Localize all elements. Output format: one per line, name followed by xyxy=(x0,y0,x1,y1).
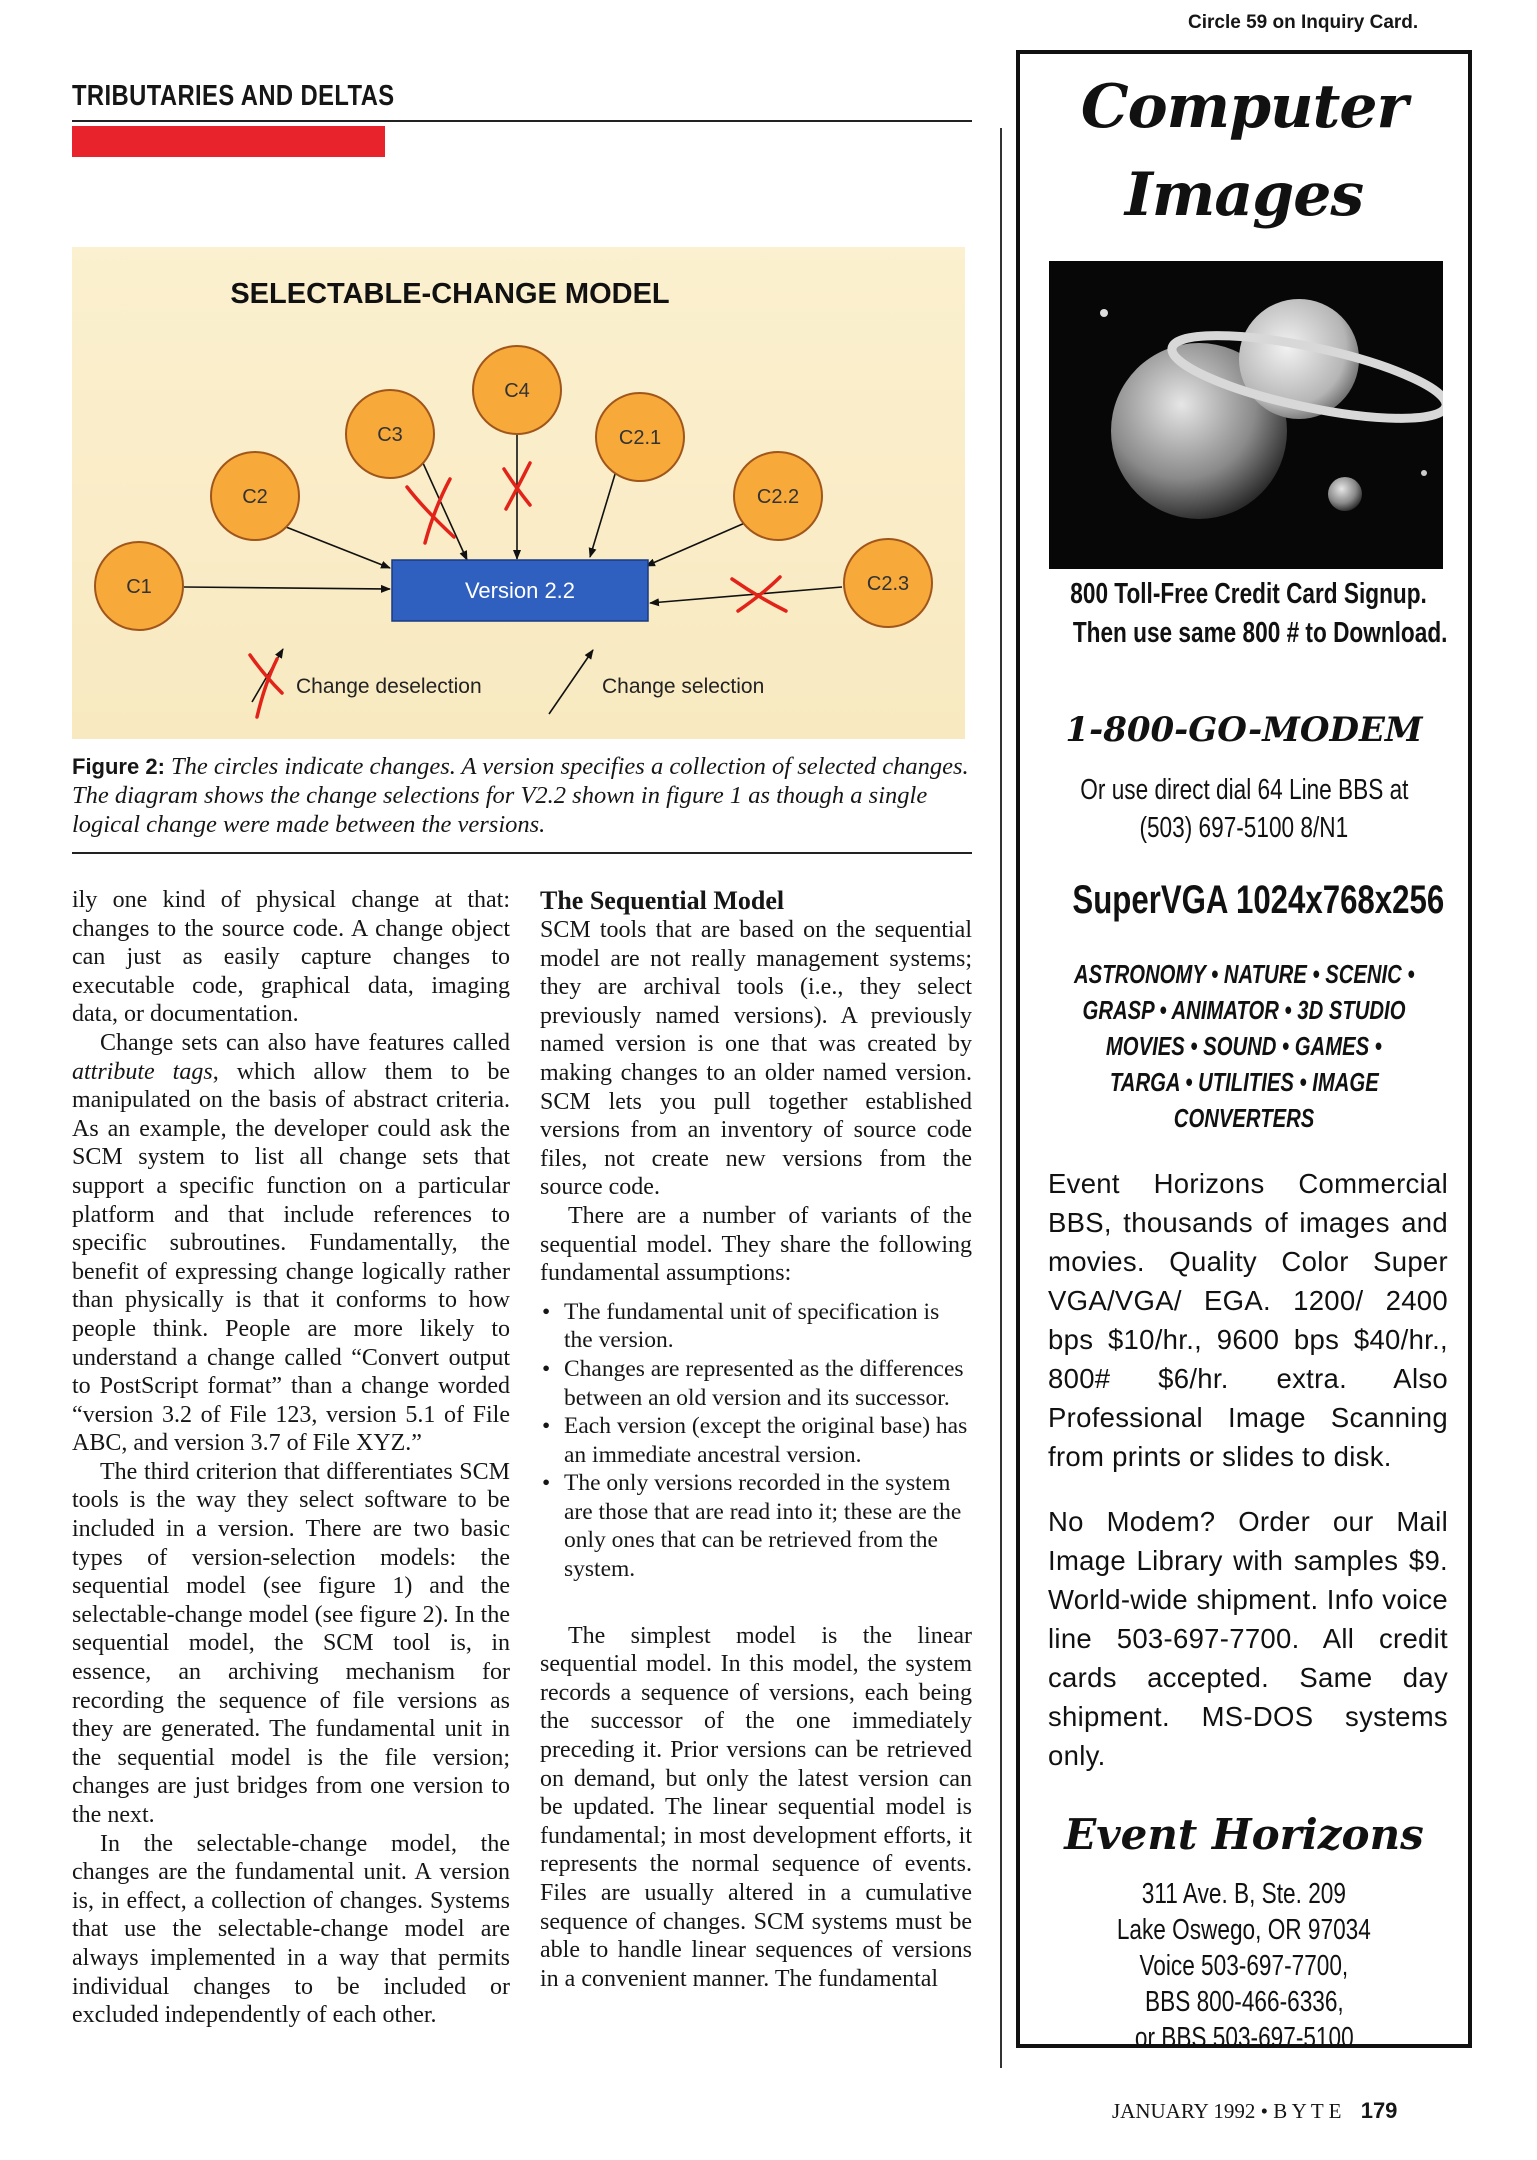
legend-selection-label: Change selection xyxy=(602,675,765,698)
ad-title-line-2: Images xyxy=(1124,160,1364,230)
footer-page-number: 179 xyxy=(1360,2098,1398,2123)
ad-direct-dial-1 xyxy=(1020,774,1468,807)
star-1 xyxy=(1100,309,1108,317)
node-label-c22: C2.2 xyxy=(756,486,800,508)
col2-paragraph-2: There are a number of variants of the sequential model. They share the following fundamental assumptions: xyxy=(540,1202,972,1287)
footer-date: JANUARY 1992 xyxy=(1112,2099,1256,2123)
header-rule xyxy=(72,120,972,122)
address-text-1: 311 Ave. B, Ste. 209 xyxy=(1141,1878,1347,1910)
signup-text-2: Then use same 800 # to Download. xyxy=(1072,617,1448,649)
figure-diagram xyxy=(72,247,965,739)
deselect-mark-c23 xyxy=(732,577,786,611)
ad-address-1 xyxy=(1020,1878,1468,1911)
category-text-3: MOVIES • SOUND • GAMES • xyxy=(1106,1031,1382,1061)
col2-paragraph-3: The simplest model is the linear sequential model. In this model, the system records a sequence of versions, each being the successor of the one immediately preceding it. Prior versions can be retrieved on demand, but only the latest version can be updated. The linear sequential model is fundamental; in most development efforts, it represents the normal sequence of events. Files are usually altered in a cumulative sequence of changes. SCM systems must be able to handle linear sequences of versions in a convenient manner. The fundamental xyxy=(540,1622,972,1992)
ad-signup-line-2 xyxy=(1020,617,1468,650)
col2-paragraph-1: SCM tools that are based on the sequential model are not really management systems; they are archival tools (i.e., they select previously named versions). A previously named version is one that was created by making changes to an older named version. SCM lets you pull together established versions from an inventory of source code files, not create new versions from the source code. xyxy=(540,917,972,1201)
list-item: • The fundamental unit of specification is the version. xyxy=(540,1298,972,1355)
footer-magazine: B Y T E xyxy=(1273,2099,1342,2123)
col1-p2-start: Change sets can also have features called xyxy=(100,1029,510,1056)
figure-title: SELECTABLE-CHANGE MODEL xyxy=(230,278,670,310)
subheading-sequential-model: The Sequential Model xyxy=(540,886,785,915)
address-text-5: or BBS 503-697-5100 xyxy=(1134,2022,1354,2054)
column-divider xyxy=(1000,128,1002,2068)
col1-p2-term: attribute tags xyxy=(72,1058,213,1085)
ad-body-mail xyxy=(1048,1502,1448,1775)
ad-address-5 xyxy=(1020,2022,1468,2055)
col1-paragraph-1: ily one kind of physical change at that: changes to the source code. A change object can just as easily capture changes to executable code, graphical data, imaging data, or documentation. xyxy=(72,887,510,1028)
list-item: • Changes are represented as the differences between an old version and its successor. xyxy=(540,1355,972,1412)
arrow-c1 xyxy=(184,587,390,589)
red-accent-bar xyxy=(72,126,385,157)
caption-text: The circles indicate changes. A version specifies a collection of selected changes. The diagram shows the change selections for V2.2 shown in figure 1 as though a single logical change were made between the versions. xyxy=(72,753,969,838)
ad-category-2 xyxy=(1020,992,1468,1028)
mail-text: No Modem? Order our Mail Image Library with samples $9. World-wide shipment. Info voice line 503-697-7700. All credit cards accepted. Same day shipment. MS-DOS systems only. xyxy=(1048,1506,1448,1771)
ad-title-line-1: Computer xyxy=(1080,72,1408,142)
node-label-c3: C3 xyxy=(377,424,403,446)
ad-body-bbs xyxy=(1048,1164,1448,1476)
saturn-image xyxy=(1049,261,1443,569)
deselect-mark-c3 xyxy=(407,479,454,543)
caption-rule xyxy=(72,852,972,854)
star-2 xyxy=(1421,470,1427,476)
planet-picture xyxy=(1049,261,1443,569)
ad-company-name: Event Horizons xyxy=(1064,1810,1424,1859)
node-label-c1: C1 xyxy=(126,576,152,598)
legend-select-arrow xyxy=(549,650,593,714)
article-column-2 xyxy=(540,886,972,1993)
ad-phone-number: 1-800-GO-MODEM xyxy=(1065,710,1423,750)
node-label-c4: C4 xyxy=(504,380,530,402)
col1-paragraph-2 xyxy=(72,1029,510,1458)
ad-address-3 xyxy=(1020,1950,1468,1983)
category-text-1: ASTRONOMY • NATURE • SCENIC • xyxy=(1073,959,1415,989)
category-text-4: TARGA • UTILITIES • IMAGE xyxy=(1109,1067,1379,1097)
address-text-4: BBS 800-466-6336, xyxy=(1144,1986,1344,2018)
advertisement xyxy=(1016,50,1472,2054)
bbs-text: Event Horizons Commercial BBS, thousands of images and movies. Quality Color Super VGA/VGA/ EGA. 1200/ 2400 bps $10/hr., 9600 bps $40/hr., 800# $6/hr. extra. Also Professional Image Scanning from prints or slides to disk. xyxy=(1048,1168,1448,1472)
category-text-5: CONVERTERS xyxy=(1173,1103,1315,1133)
ad-direct-dial-2 xyxy=(1020,812,1468,845)
ad-address-2 xyxy=(1020,1914,1468,1947)
direct-text-1: Or use direct dial 64 Line BBS at xyxy=(1079,774,1409,806)
footer-separator: • xyxy=(1260,2099,1268,2123)
ad-category-1 xyxy=(1020,956,1468,992)
page-footer xyxy=(1112,2098,1397,2124)
arrow-c21 xyxy=(590,461,619,557)
ad-category-3 xyxy=(1020,1028,1468,1064)
node-label-c2: C2 xyxy=(242,486,268,508)
address-text-2: Lake Oswego, OR 97034 xyxy=(1116,1914,1372,1946)
list-item: • The only versions recorded in the system are those that are read into it; these are the only ones that can be retrieved from the system. xyxy=(540,1469,972,1583)
legend-deselect-x xyxy=(250,655,282,717)
col1-p2-end: , which allow them to be manipulated on the basis of abstract criteria. As an example, the developer could ask the SCM system to list all change sets that support a specific function on a particular platform and that include references to specific subroutines. Fundamentally, the benefit of expressing change logically rather than physically is that it conforms to how people think. People are more likely to understand a change called “Convert output to PostScript format” than a change worded “version 3.2 of File 123, version 5.1 of File ABC, and version 3.7 of File XYZ.” xyxy=(72,1058,511,1457)
list-item: • Each version (except the original base) has an immediate ancestral version. xyxy=(540,1412,972,1469)
ad-supervga xyxy=(1020,878,1468,923)
ad-category-4 xyxy=(1020,1064,1468,1100)
category-text-2: GRASP • ANIMATOR • 3D STUDIO xyxy=(1082,995,1406,1025)
address-text-3: Voice 503-697-7700, xyxy=(1139,1950,1349,1982)
supervga-text: SuperVGA 1024x768x256 xyxy=(1072,878,1445,922)
col1-paragraph-4: In the selectable-change model, the changes are the fundamental unit. A version is, in effect, a collection of changes. Systems that use the selectable-change model are always implemented in a way that permits individual changes to be included or excluded independently of each other. xyxy=(72,1830,510,2029)
ad-address-4 xyxy=(1020,1986,1468,2019)
assumption-list xyxy=(540,1298,972,1584)
col1-paragraph-3: The third criterion that differentiates SCM tools is the way they select software to be included in a version. There are two basic types of version-selection models: the sequential model (see figure 1) and the selectable-change model (see figure 2). In the sequential model, the SCM tool is, in essence, an archiving mechanism for recording the sequence of file versions as they are generated. The fundamental unit in the sequential model is the file version; changes are just bridges from one version to the next. xyxy=(72,1458,510,1828)
node-label-c23: C2.3 xyxy=(866,573,910,595)
ad-signup-line-1 xyxy=(1020,578,1468,611)
section-heading: TRIBUTARIES AND DELTAS xyxy=(72,80,395,112)
inquiry-card-note: Circle 59 on Inquiry Card. xyxy=(1188,12,1419,33)
direct-text-2: (503) 697-5100 8/N1 xyxy=(1139,812,1349,844)
article-column-1 xyxy=(72,886,510,2030)
signup-text-1: 800 Toll-Free Credit Card Signup. xyxy=(1070,578,1427,610)
figure-caption xyxy=(72,752,972,839)
version-label: Version 2.2 xyxy=(464,578,576,603)
arrow-c22 xyxy=(646,519,754,566)
caption-label: Figure 2: xyxy=(72,754,165,779)
small-moon xyxy=(1328,477,1362,511)
node-label-c21: C2.1 xyxy=(618,427,662,449)
selectable-change-diagram xyxy=(72,247,965,739)
legend-deselection-label: Change deselection xyxy=(296,675,482,698)
ad-category-5 xyxy=(1020,1100,1468,1136)
